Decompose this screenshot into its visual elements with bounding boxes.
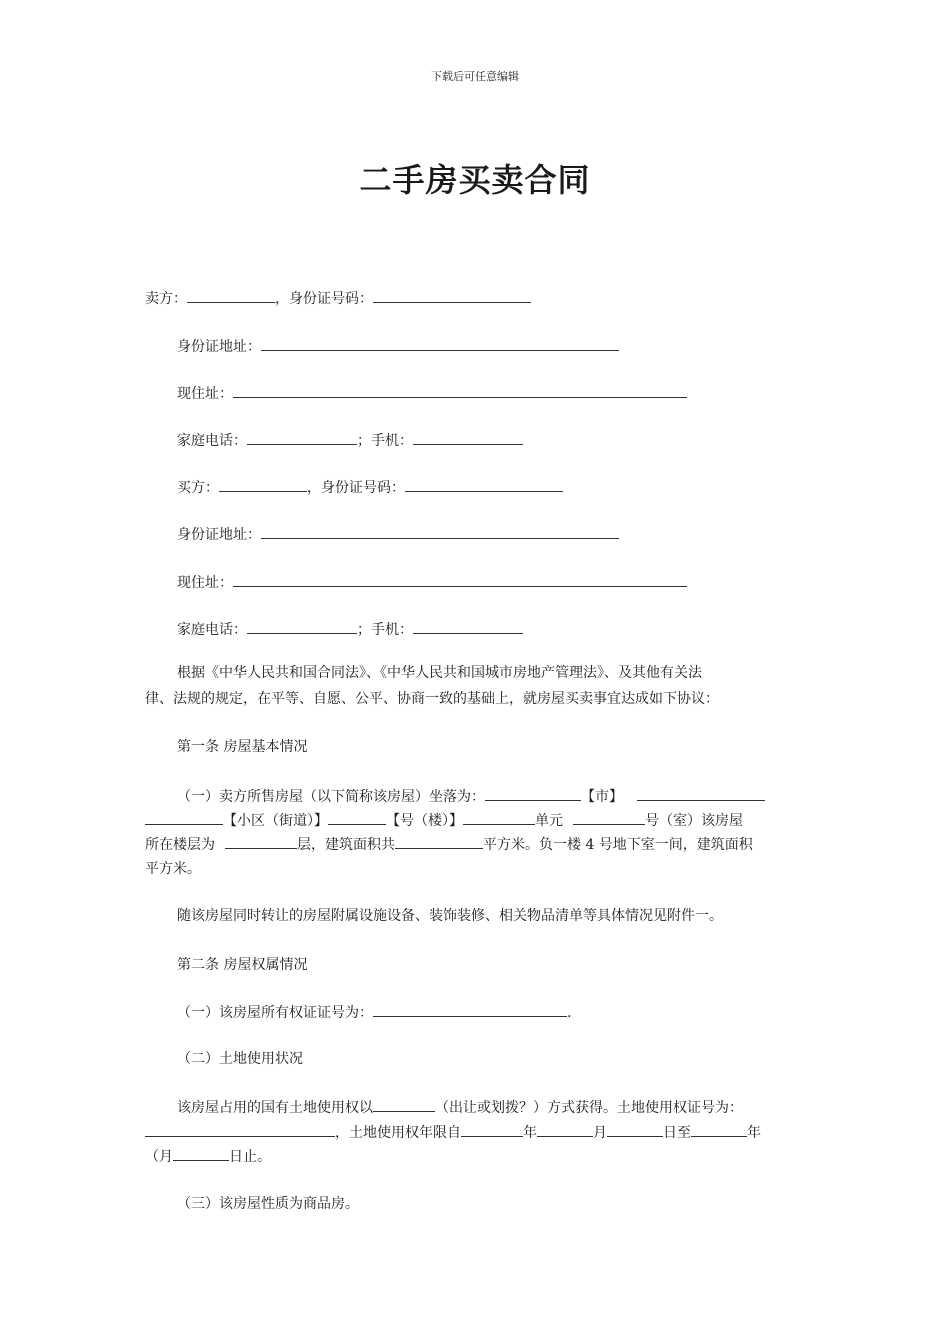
article1-p1-line3 bbox=[145, 834, 753, 855]
start-day-blank[interactable] bbox=[607, 1122, 663, 1137]
year-label: 年 bbox=[523, 1125, 537, 1141]
basement-label: 平方米。负一楼 4 号地下室一间，建筑面积 bbox=[483, 837, 753, 853]
buyer-current-line bbox=[177, 572, 687, 593]
seller-line bbox=[145, 288, 531, 309]
buyer-address-line bbox=[177, 524, 619, 545]
seller-phone-line bbox=[177, 430, 523, 451]
land-use-method-blank[interactable] bbox=[373, 1097, 435, 1112]
document-title: 二手房买卖合同 bbox=[359, 161, 591, 199]
seller-address-line bbox=[177, 336, 619, 357]
floor-label: 所在楼层为 bbox=[145, 837, 215, 853]
room-blank[interactable] bbox=[573, 810, 645, 825]
seller-id-blank[interactable] bbox=[373, 288, 531, 303]
buyer-name-blank[interactable] bbox=[219, 477, 307, 492]
seller-addr-label: 身份证地址： bbox=[177, 339, 261, 355]
buyer-id-label: ，身份证号码： bbox=[307, 480, 405, 496]
preamble-line-2: 律、法规的规定，在平等、自愿、公平、协商一致的基础上，就房屋买卖事宜达成如下协议： bbox=[145, 691, 719, 707]
month2-label: （月 bbox=[145, 1149, 173, 1165]
room-label: 号（室）该房屋 bbox=[645, 813, 743, 829]
article2-p1 bbox=[177, 1002, 571, 1023]
land-use-label: 该房屋占用的国有土地使用权以 bbox=[177, 1100, 373, 1116]
seller-name-blank[interactable] bbox=[187, 288, 275, 303]
building-blank[interactable] bbox=[328, 810, 386, 825]
building-label: 【号（楼）】 bbox=[386, 813, 463, 829]
land-cert-label: （出让或划拨？）方式获得。土地使用权证号为： bbox=[435, 1100, 743, 1116]
buyer-label: 买方： bbox=[177, 480, 219, 496]
seller-phone-blank[interactable] bbox=[247, 430, 357, 445]
buyer-line bbox=[177, 477, 563, 498]
area-label: 层，建筑面积共 bbox=[297, 837, 395, 853]
seller-current-line bbox=[177, 383, 687, 404]
district-label: 【小区（街道）】 bbox=[223, 813, 328, 829]
buyer-mobile-label: ；手机： bbox=[357, 622, 413, 638]
seller-mobile-label: ；手机： bbox=[357, 433, 413, 449]
end-year-blank[interactable] bbox=[691, 1122, 747, 1137]
unit-label: 单元 bbox=[535, 813, 563, 829]
article1-p1-line1 bbox=[177, 786, 765, 807]
start-month-blank[interactable] bbox=[537, 1122, 593, 1137]
city-label: 【市】 bbox=[581, 789, 623, 805]
buyer-phone-blank[interactable] bbox=[247, 619, 357, 634]
start-year-blank[interactable] bbox=[461, 1122, 523, 1137]
article1-p2: 随该房屋同时转让的房屋附属设施设备、装饰装修、相关物品清单等具体情况见附件一。 bbox=[177, 908, 723, 924]
article2-p4: （三）该房屋性质为商品房。 bbox=[177, 1196, 359, 1212]
certificate-end: . bbox=[567, 1005, 572, 1021]
article1-location-label: （一）卖方所售房屋（以下简称该房屋）坐落为： bbox=[177, 789, 485, 805]
month-label: 月 bbox=[593, 1125, 607, 1141]
seller-addr-blank[interactable] bbox=[261, 336, 619, 351]
district-blank-a[interactable] bbox=[637, 786, 765, 801]
seller-phone-label: 家庭电话： bbox=[177, 433, 247, 449]
article2-p2: （二）土地使用状况 bbox=[177, 1051, 303, 1067]
article1-p1-line4: 平方米。 bbox=[145, 861, 201, 877]
end-month-blank[interactable] bbox=[173, 1146, 229, 1161]
preamble-line-1: 根据《中华人民共和国合同法》、《中华人民共和国城市房地产管理法》、及其他有关法 bbox=[177, 665, 702, 681]
buyer-mobile-blank[interactable] bbox=[413, 619, 523, 634]
article2-title: 第二条 房屋权属情况 bbox=[177, 957, 308, 973]
day-to-label: 日至 bbox=[663, 1125, 691, 1141]
land-cert-blank[interactable] bbox=[145, 1122, 335, 1137]
buyer-phone-label: 家庭电话： bbox=[177, 622, 247, 638]
article2-p3-line2 bbox=[145, 1122, 761, 1143]
article1-title: 第一条 房屋基本情况 bbox=[177, 739, 308, 755]
end-label: 日止。 bbox=[229, 1149, 271, 1165]
city-blank[interactable] bbox=[485, 786, 581, 801]
buyer-id-blank[interactable] bbox=[405, 477, 563, 492]
seller-id-label: ，身份证号码： bbox=[275, 291, 373, 307]
article2-p3-line1 bbox=[177, 1097, 743, 1118]
buyer-addr-label: 身份证地址： bbox=[177, 527, 261, 543]
year2-label: 年 bbox=[747, 1125, 761, 1141]
seller-label: 卖方： bbox=[145, 291, 187, 307]
district-blank-b[interactable] bbox=[145, 810, 223, 825]
buyer-phone-line bbox=[177, 619, 523, 640]
seller-current-label: 现住址： bbox=[177, 386, 233, 402]
land-term-label: ，土地使用权年限自 bbox=[335, 1125, 461, 1141]
article1-p1-line2 bbox=[145, 810, 743, 831]
certificate-blank[interactable] bbox=[373, 1002, 567, 1017]
seller-current-blank[interactable] bbox=[233, 383, 687, 398]
floor-blank[interactable] bbox=[225, 834, 297, 849]
article2-p3-line3 bbox=[145, 1146, 271, 1167]
header-note: 下载后可任意编辑 bbox=[431, 70, 519, 83]
certificate-label: （一）该房屋所有权证证号为： bbox=[177, 1005, 373, 1021]
area-blank[interactable] bbox=[395, 834, 483, 849]
unit-blank[interactable] bbox=[463, 810, 535, 825]
seller-mobile-blank[interactable] bbox=[413, 430, 523, 445]
buyer-addr-blank[interactable] bbox=[261, 524, 619, 539]
buyer-current-blank[interactable] bbox=[233, 572, 687, 587]
buyer-current-label: 现住址： bbox=[177, 575, 233, 591]
